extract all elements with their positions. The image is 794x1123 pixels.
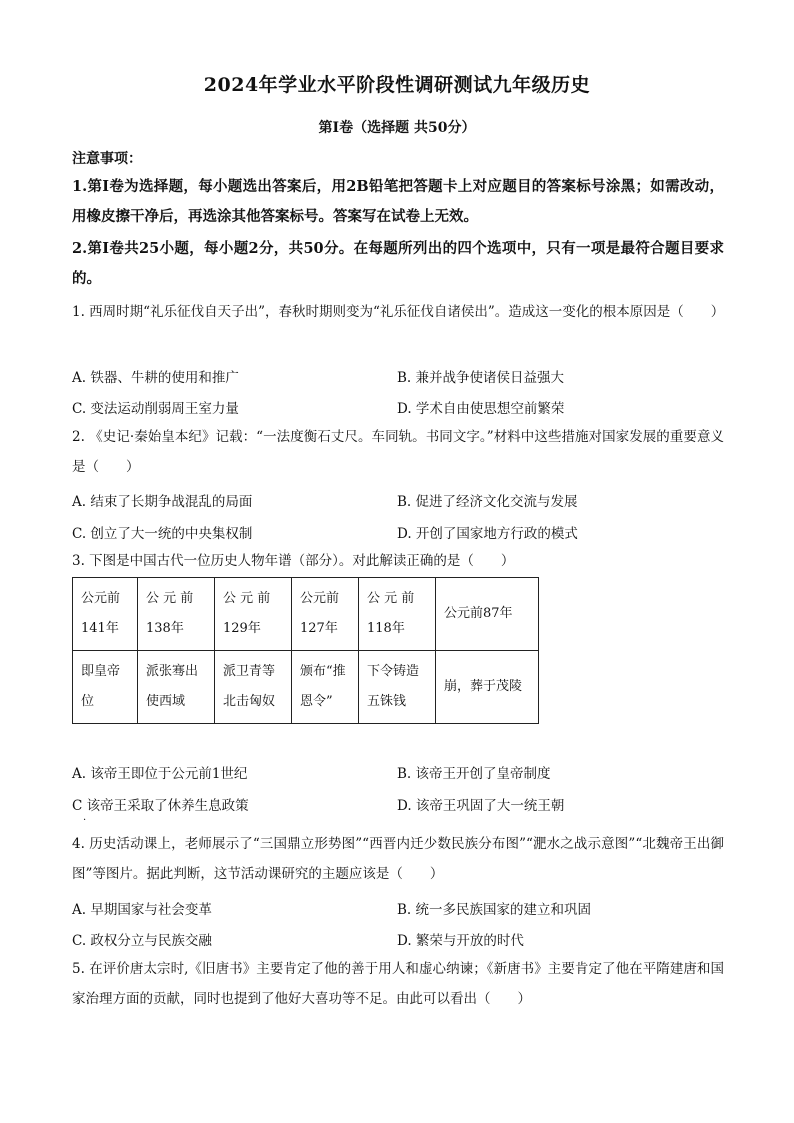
table-cell-year: 公 元 前 118年	[359, 578, 436, 651]
table-cell-event: 派卫青等北击匈奴	[215, 651, 292, 724]
table-cell-year: 公元前87年	[436, 578, 539, 651]
table-cell-year: 公元前 127年	[292, 578, 359, 651]
timeline-table	[72, 577, 539, 724]
option-c: C. 政权分立与民族交融	[72, 933, 212, 949]
table-cell-year: 公 元 前 129年	[215, 578, 292, 651]
table-cell-year: 公 元 前 138年	[138, 578, 215, 651]
table-cell-event: 下令铸造五铢钱	[359, 651, 436, 724]
table-cell-event: 派张骞出使西域	[138, 651, 215, 724]
question-2-stem: 2. 《史记·秦始皇本纪》记载：“一法度衡石丈尺。车同轨。书同文字。”材料中这些措施对国家发展的重要意义是（ ）	[72, 429, 724, 475]
question-1-stem: 1. 西周时期“礼乐征伐自天子出”，春秋时期则变为“礼乐征伐自诸侯出”。造成这一变化的根本原因是（ ）	[72, 304, 725, 320]
option-a: A. 结束了长期争战混乱的局面	[72, 494, 253, 510]
table-cell-event: 即皇帝位	[73, 651, 138, 724]
option-c: C. 变法运动削弱周王室力量	[72, 401, 239, 417]
table-cell-event: 颁布“推恩令”	[292, 651, 359, 724]
option-c: C. 创立了大一统的中央集权制	[72, 526, 253, 542]
option-d: D. 开创了国家地方行政的模式	[397, 526, 578, 542]
table-cell-year: 公元前141年	[73, 578, 138, 651]
table-row	[73, 651, 539, 724]
option-d: D. 学术自由使思想空前繁荣	[397, 401, 565, 417]
option-d: D. 该帝王巩固了大一统王朝	[397, 798, 565, 814]
notice-item-2: 2.第Ⅰ卷共25小题，每小题2分，共50分。在每题所列出的四个选项中，只有一项是最符合题目要求的。	[72, 240, 724, 287]
option-b: B. 促进了经济文化交流与发展	[397, 494, 578, 510]
question-5-stem: 5. 在评价唐太宗时,《旧唐书》主要肯定了他的善于用人和虚心纳谏；《新唐书》主要肯定了他在平隋建唐和国家治理方面的贡献，同时也提到了他好大喜功等不足。由此可以看出（ ）	[72, 961, 724, 1007]
section-subtitle: 第Ⅰ卷（选择题 共50分）	[318, 120, 476, 136]
option-b: B. 统一多民族国家的建立和巩固	[397, 902, 592, 918]
question-4-stem: 4. 历史活动课上，老师展示了“三国鼎立形势图”“西晋内迁少数民族分布图”“淝水之战示意图”“北魏帝王出御图”等图片。据此判断，这节活动课研究的主题应该是（ ）	[72, 836, 724, 882]
option-a: A. 早期国家与社会变革	[72, 902, 212, 918]
option-a: A. 铁器、牛耕的使用和推广	[72, 370, 239, 386]
option-a: A. 该帝王即位于公元前1世纪	[72, 766, 248, 782]
exam-title: 2024年学业水平阶段性调研测试九年级历史	[203, 74, 591, 96]
table-cell-event: 崩，葬于茂陵	[436, 651, 539, 724]
table-row	[73, 578, 539, 651]
option-d: D. 繁荣与开放的时代	[397, 933, 524, 949]
notice-heading: 注意事项：	[72, 151, 142, 167]
notice-item-1: 1.第Ⅰ卷为选择题，每小题选出答案后，用2B铅笔把答题卡上对应题目的答案标号涂黑；如需改动，用橡皮擦干净后，再选涂其他答案标号。答案写在试卷上无效。	[72, 178, 724, 225]
option-b: B. 该帝王开创了皇帝制度	[397, 766, 551, 782]
option-b: B. 兼并战争使诸侯日益强大	[397, 370, 565, 386]
stray-mark: ·	[83, 815, 87, 826]
question-3-stem: 3. 下图是中国古代一位历史人物年谱（部分）。对此解读正确的是（ ）	[72, 553, 515, 569]
option-c: C 该帝王采取了休养生息政策	[72, 798, 249, 814]
